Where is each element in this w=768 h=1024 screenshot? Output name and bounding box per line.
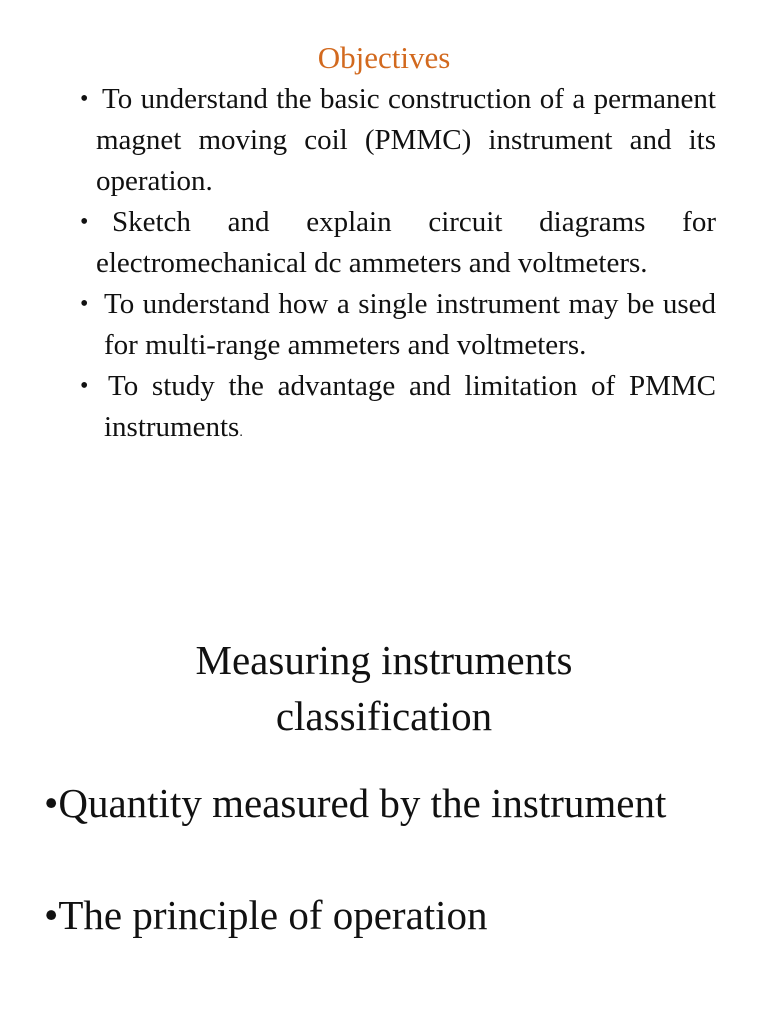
objective-text: To study the advantage and limitation of PMMC instruments — [104, 370, 716, 443]
bullet-icon: • — [80, 86, 89, 112]
objective-text-wrapper — [104, 366, 716, 453]
classification-item-quantity: •Quantity measured by the instrument — [44, 780, 667, 826]
objective-item — [0, 202, 768, 284]
bullet-icon: • — [80, 209, 89, 235]
objectives-heading: Objectives — [317, 40, 451, 75]
bullet-icon: • — [80, 291, 89, 317]
section-title-line-2: classification — [275, 693, 493, 739]
classification-item-principle: •The principle of operation — [44, 892, 488, 938]
objective-item — [0, 79, 768, 202]
bullet-icon: • — [80, 373, 89, 399]
objective-text: To understand how a single instrument may be used for multi-range ammeters and voltmeters. — [104, 288, 716, 361]
objective-text: To understand the basic construction of a permanent magnet moving coil (PMMC) instrument and its operation. — [96, 83, 716, 197]
objective-item — [0, 284, 768, 366]
objective-item — [0, 366, 768, 453]
trailing-period: . — [239, 425, 243, 440]
objectives-list — [0, 79, 768, 453]
section-title — [0, 632, 768, 744]
section-title-line-1: Measuring instruments — [195, 637, 573, 683]
objective-text: Sketch and explain circuit diagrams for electromechanical dc ammeters and voltmeters. — [96, 206, 716, 279]
